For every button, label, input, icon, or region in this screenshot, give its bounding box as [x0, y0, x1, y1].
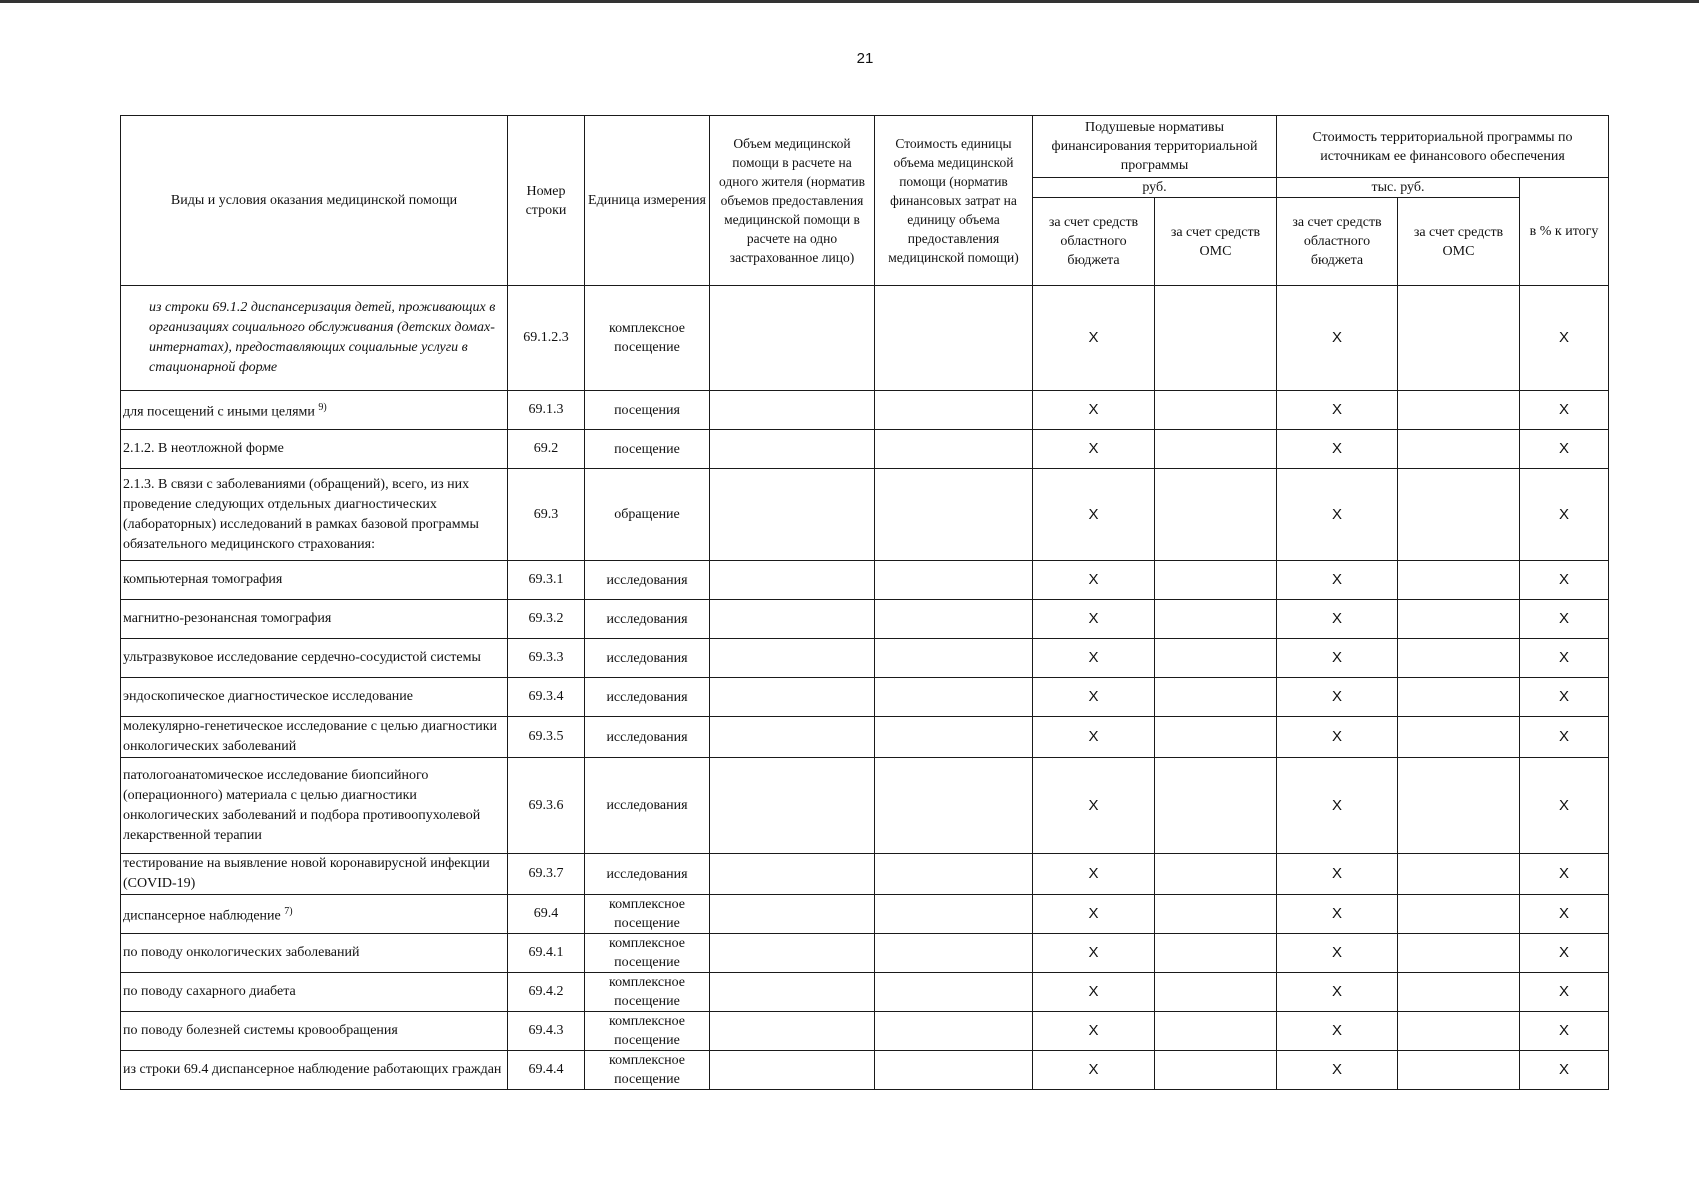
row-name: ультразвуковое исследование сердечно-сосудистой системы [121, 639, 508, 678]
row-unit: исследования [585, 854, 710, 895]
row-oms [1155, 639, 1277, 678]
row-volume [710, 1051, 875, 1090]
row-cost [875, 895, 1033, 934]
row-number: 69.3.4 [508, 678, 585, 717]
row-mark-percent: X [1520, 717, 1609, 758]
footnote-mark: 7) [284, 905, 293, 917]
header-program-cost: Стоимость территориальной программы по источникам ее финансового обеспечения [1277, 116, 1609, 178]
row-number: 69.3.2 [508, 600, 585, 639]
table-row [121, 934, 1609, 973]
row-oms [1155, 469, 1277, 561]
row-mark-budget: X [1033, 678, 1155, 717]
row-oms [1155, 895, 1277, 934]
row-number: 69.4.4 [508, 1051, 585, 1090]
row-name: из строки 69.4 диспансерное наблюдение работающих граждан [121, 1051, 508, 1090]
row-mark-budget: X [1033, 895, 1155, 934]
row-oms-cost [1398, 561, 1520, 600]
table-row [121, 1012, 1609, 1051]
header-volume: Объем медицинской помощи в расчете на одного жителя (норматив объемов предоставления медицинской помощи в расчете на одно застрахованное лицо) [710, 116, 875, 286]
row-mark-budget: X [1033, 854, 1155, 895]
row-mark-budget: X [1033, 561, 1155, 600]
row-oms [1155, 391, 1277, 430]
row-mark-percent: X [1520, 1012, 1609, 1051]
row-volume [710, 934, 875, 973]
row-number: 69.3.3 [508, 639, 585, 678]
header-per-capita-unit: руб. [1033, 178, 1277, 198]
row-volume [710, 469, 875, 561]
row-mark-percent: X [1520, 430, 1609, 469]
header-row-number: Номер строки [508, 116, 585, 286]
row-cost [875, 1012, 1033, 1051]
row-oms-cost [1398, 717, 1520, 758]
row-cost [875, 758, 1033, 854]
row-mark-budget-cost: X [1277, 934, 1398, 973]
header-unit: Единица измерения [585, 116, 710, 286]
row-unit: посещения [585, 391, 710, 430]
row-oms-cost [1398, 391, 1520, 430]
row-name: магнитно-резонансная томография [121, 600, 508, 639]
row-name: по поводу сахарного диабета [121, 973, 508, 1012]
row-oms-cost [1398, 1012, 1520, 1051]
row-oms-cost [1398, 430, 1520, 469]
row-mark-budget-cost: X [1277, 391, 1398, 430]
row-volume [710, 600, 875, 639]
row-mark-budget-cost: X [1277, 717, 1398, 758]
row-number: 69.4.2 [508, 973, 585, 1012]
row-mark-budget: X [1033, 717, 1155, 758]
row-unit: обращение [585, 469, 710, 561]
row-oms-cost [1398, 678, 1520, 717]
row-unit: исследования [585, 561, 710, 600]
row-oms [1155, 561, 1277, 600]
row-oms-cost [1398, 286, 1520, 391]
row-name: диспансерное наблюдение $^{7)}$ [121, 895, 508, 934]
table-row [121, 758, 1609, 854]
row-number: 69.2 [508, 430, 585, 469]
row-volume [710, 1012, 875, 1051]
row-unit: комплексное посещение [585, 895, 710, 934]
row-unit: посещение [585, 430, 710, 469]
row-cost [875, 469, 1033, 561]
row-mark-percent: X [1520, 469, 1609, 561]
row-number: 69.1.3 [508, 391, 585, 430]
row-oms-cost [1398, 758, 1520, 854]
row-name: 2.1.3. В связи с заболеваниями (обращений), всего, из них проведение следующих отдельных диагностических (лабораторных) исследований в рамках базовой программы обязательного медицинского страхования: [121, 469, 508, 561]
row-unit: исследования [585, 758, 710, 854]
row-unit: исследования [585, 678, 710, 717]
row-oms [1155, 973, 1277, 1012]
table-row [121, 854, 1609, 895]
row-cost [875, 717, 1033, 758]
row-volume [710, 973, 875, 1012]
table-row [121, 717, 1609, 758]
table-row [121, 391, 1609, 430]
row-oms [1155, 717, 1277, 758]
row-number: 69.3.6 [508, 758, 585, 854]
table-row [121, 286, 1609, 391]
row-number: 69.3.1 [508, 561, 585, 600]
row-mark-percent: X [1520, 391, 1609, 430]
row-cost [875, 854, 1033, 895]
row-unit: комплексное посещение [585, 1012, 710, 1051]
row-volume [710, 678, 875, 717]
row-cost [875, 678, 1033, 717]
header-regional-budget: за счет средств областного бюджета [1033, 198, 1155, 286]
row-oms [1155, 430, 1277, 469]
row-mark-budget: X [1033, 1051, 1155, 1090]
row-oms [1155, 600, 1277, 639]
row-mark-budget-cost: X [1277, 1012, 1398, 1051]
row-cost [875, 639, 1033, 678]
row-mark-budget: X [1033, 286, 1155, 391]
row-mark-percent: X [1520, 678, 1609, 717]
row-cost [875, 391, 1033, 430]
row-unit: комплексное посещение [585, 1051, 710, 1090]
row-cost [875, 561, 1033, 600]
row-mark-budget-cost: X [1277, 973, 1398, 1012]
row-number: 69.3.7 [508, 854, 585, 895]
row-oms [1155, 854, 1277, 895]
row-volume [710, 639, 875, 678]
row-number: 69.3.5 [508, 717, 585, 758]
row-cost [875, 430, 1033, 469]
row-oms-cost [1398, 973, 1520, 1012]
row-volume [710, 561, 875, 600]
row-mark-budget: X [1033, 430, 1155, 469]
row-mark-percent: X [1520, 600, 1609, 639]
row-oms-cost [1398, 854, 1520, 895]
row-oms [1155, 286, 1277, 391]
row-mark-budget-cost: X [1277, 758, 1398, 854]
row-volume [710, 391, 875, 430]
row-mark-budget-cost: X [1277, 1051, 1398, 1090]
row-mark-percent: X [1520, 1051, 1609, 1090]
row-name: тестирование на выявление новой коронавирусной инфекции (COVID-19) [121, 854, 508, 895]
header-name: Виды и условия оказания медицинской помощи [121, 116, 508, 286]
row-cost [875, 286, 1033, 391]
table-row [121, 561, 1609, 600]
row-name: по поводу болезней системы кровообращения [121, 1012, 508, 1051]
row-number: 69.3 [508, 469, 585, 561]
header-regional-budget-cost: за счет средств областного бюджета [1277, 198, 1398, 286]
footnote-mark: 9) [318, 401, 327, 413]
row-oms-cost [1398, 639, 1520, 678]
row-name: для посещений с иными целями $^{9)}$ [121, 391, 508, 430]
row-mark-budget-cost: X [1277, 854, 1398, 895]
table-row [121, 895, 1609, 934]
row-mark-budget: X [1033, 639, 1155, 678]
row-mark-percent: X [1520, 639, 1609, 678]
row-name: эндоскопическое диагностическое исследование [121, 678, 508, 717]
row-oms-cost [1398, 895, 1520, 934]
row-mark-budget: X [1033, 973, 1155, 1012]
table-row [121, 430, 1609, 469]
row-mark-budget-cost: X [1277, 286, 1398, 391]
row-mark-budget-cost: X [1277, 561, 1398, 600]
row-cost [875, 1051, 1033, 1090]
row-unit: комплексное посещение [585, 286, 710, 391]
row-mark-budget-cost: X [1277, 639, 1398, 678]
financing-table [120, 115, 1609, 1090]
row-name: 2.1.2. В неотложной форме [121, 430, 508, 469]
row-oms-cost [1398, 469, 1520, 561]
table-row [121, 678, 1609, 717]
row-oms [1155, 1051, 1277, 1090]
row-name: по поводу онкологических заболеваний [121, 934, 508, 973]
row-mark-budget: X [1033, 1012, 1155, 1051]
row-volume [710, 717, 875, 758]
table-row [121, 973, 1609, 1012]
row-name: патологоанатомическое исследование биопсийного (операционного) материала с целью диагностики онкологических заболеваний и подбора противоопухолевой лекарственной терапии [121, 758, 508, 854]
row-number: 69.4.3 [508, 1012, 585, 1051]
header-oms: за счет средств ОМС [1155, 198, 1277, 286]
row-mark-percent: X [1520, 561, 1609, 600]
row-mark-budget-cost: X [1277, 600, 1398, 639]
row-mark-budget: X [1033, 469, 1155, 561]
row-cost [875, 973, 1033, 1012]
row-volume [710, 758, 875, 854]
row-mark-percent: X [1520, 895, 1609, 934]
row-volume [710, 286, 875, 391]
row-unit: комплексное посещение [585, 934, 710, 973]
row-oms [1155, 934, 1277, 973]
row-volume [710, 430, 875, 469]
header-per-capita: Подушевые нормативы финансирования территориальной программы [1033, 116, 1277, 178]
row-mark-percent: X [1520, 854, 1609, 895]
row-volume [710, 895, 875, 934]
row-mark-budget: X [1033, 758, 1155, 854]
row-mark-budget: X [1033, 934, 1155, 973]
row-oms [1155, 1012, 1277, 1051]
header-cost: Стоимость единицы объема медицинской помощи (норматив финансовых затрат на единицу объема предоставления медицинской помощи) [875, 116, 1033, 286]
row-mark-budget-cost: X [1277, 678, 1398, 717]
row-cost [875, 934, 1033, 973]
row-oms-cost [1398, 600, 1520, 639]
row-mark-budget-cost: X [1277, 469, 1398, 561]
header-oms-cost: за счет средств ОМС [1398, 198, 1520, 286]
row-mark-budget: X [1033, 391, 1155, 430]
row-oms [1155, 758, 1277, 854]
top-border-line [0, 0, 1699, 3]
row-name: из строки 69.1.2 диспансеризация детей, проживающих в организациях социального обслуживания (детских домах-интернатах), предоставляющих социальные услуги в стационарной форме [121, 286, 508, 391]
row-mark-percent: X [1520, 758, 1609, 854]
row-number: 69.4.1 [508, 934, 585, 973]
row-number: 69.1.2.3 [508, 286, 585, 391]
page-number: 21 [856, 50, 874, 67]
header-program-cost-unit: тыс. руб. [1277, 178, 1520, 198]
row-volume [710, 854, 875, 895]
table-row [121, 469, 1609, 561]
row-cost [875, 600, 1033, 639]
row-name: молекулярно-генетическое исследование с целью диагностики онкологических заболеваний [121, 717, 508, 758]
row-name: компьютерная томография [121, 561, 508, 600]
table-row [121, 600, 1609, 639]
row-unit: исследования [585, 717, 710, 758]
row-mark-budget-cost: X [1277, 895, 1398, 934]
row-number: 69.4 [508, 895, 585, 934]
header-percent: в % к итогу [1520, 178, 1609, 286]
row-oms-cost [1398, 934, 1520, 973]
table-row [121, 639, 1609, 678]
row-unit: комплексное посещение [585, 973, 710, 1012]
row-mark-percent: X [1520, 973, 1609, 1012]
row-oms [1155, 678, 1277, 717]
table-row [121, 1051, 1609, 1090]
row-mark-budget: X [1033, 600, 1155, 639]
row-mark-percent: X [1520, 286, 1609, 391]
row-oms-cost [1398, 1051, 1520, 1090]
row-mark-budget-cost: X [1277, 430, 1398, 469]
row-mark-percent: X [1520, 934, 1609, 973]
row-unit: исследования [585, 600, 710, 639]
row-unit: исследования [585, 639, 710, 678]
